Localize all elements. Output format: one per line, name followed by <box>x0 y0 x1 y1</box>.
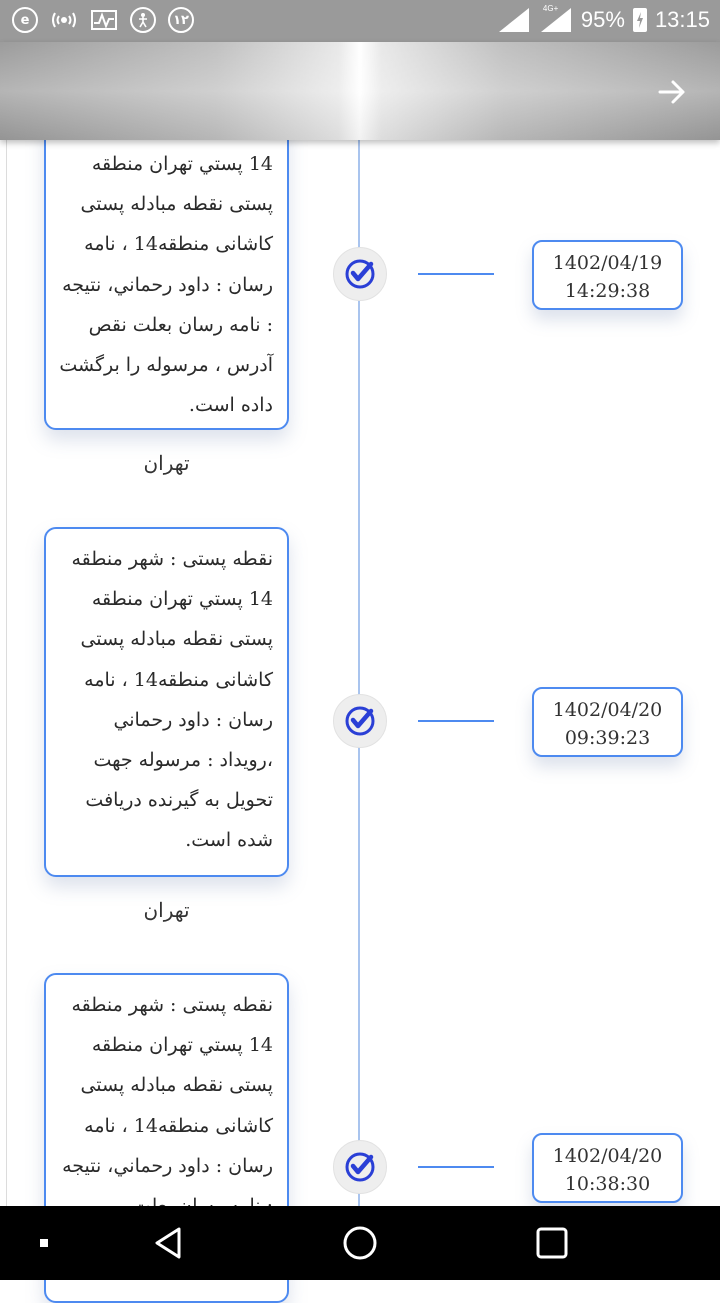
timeline-connector <box>418 273 494 275</box>
timeline-connector <box>418 720 494 722</box>
back-button[interactable] <box>652 72 692 112</box>
dot-icon <box>38 1237 50 1249</box>
event-city: تهران <box>143 898 190 922</box>
event-time: 09:39:23 <box>564 727 651 749</box>
overview-square-icon <box>535 1226 569 1260</box>
sim2-label: 2 <box>540 16 548 30</box>
check-badge-icon <box>343 1150 377 1184</box>
status-bar <box>0 0 720 42</box>
event-date: 1402/04/20 <box>552 1145 663 1167</box>
wifi-calling-icon <box>50 6 78 34</box>
app-header <box>0 42 720 140</box>
event-time: 14:29:38 <box>564 280 651 302</box>
event-datetime <box>532 687 683 757</box>
event-time: 10:38:30 <box>564 1173 651 1195</box>
notification-count-icon: ١٢ <box>168 7 194 33</box>
battery-percent: 95% <box>580 7 625 32</box>
timeline-node <box>333 247 387 301</box>
event-description: 14 پستي تهران منطقه پستی نقطه مبادله پستی کاشانی منطقه14 ، نامه رسان : داود رحماني، نتیجه : نامه رسان بعلت نقص آدرس ، مرسوله را برگشت داده است. <box>59 153 273 417</box>
event-city: تهران <box>143 451 190 475</box>
home-circle-icon <box>342 1225 378 1261</box>
event-description-card <box>44 114 289 430</box>
timeline-connector <box>418 1166 494 1168</box>
event-date: 1402/04/19 <box>552 252 663 274</box>
check-badge-icon <box>343 257 377 291</box>
event-datetime <box>532 240 683 310</box>
sim1-signal-icon <box>497 7 531 33</box>
timeline-node <box>333 694 387 748</box>
back-nav-button[interactable] <box>148 1223 188 1263</box>
activity-icon <box>90 6 118 34</box>
battery-icon <box>633 8 647 32</box>
event-description-card <box>44 527 289 877</box>
sim1-label: 1 <box>498 16 506 30</box>
system-navigation-bar <box>0 1206 720 1280</box>
back-triangle-icon <box>152 1226 184 1260</box>
clock: 13:15 <box>654 7 710 32</box>
event-description: نقطه پستی : شهر منطقه 14 پستي تهران منطقه پستی نقطه مبادله پستی کاشانی منطقه14 ، نامه رسان : داود رحماني، نتیجه <box>62 994 273 1177</box>
browser-icon: e <box>12 7 38 33</box>
event-description: نقطه پستی : شهر منطقه 14 پستي تهران منطقه پستی نقطه مبادله پستی کاشانی منطقه14 ، نامه رسان : داود رحماني ،رویداد : مرسوله جهت تحویل به گیرنده دریافت شده است. <box>71 548 273 852</box>
recents-dot-button[interactable] <box>24 1223 64 1263</box>
accessibility-icon <box>130 7 156 33</box>
check-badge-icon <box>343 704 377 738</box>
overview-nav-button[interactable] <box>532 1223 572 1263</box>
arrow-right-icon <box>652 72 692 112</box>
event-datetime <box>532 1133 683 1203</box>
content-edge <box>6 140 7 1206</box>
timeline-node <box>333 1140 387 1194</box>
home-nav-button[interactable] <box>340 1223 380 1263</box>
sim2-signal-icon <box>539 4 573 33</box>
tracking-timeline[interactable] <box>0 140 720 1206</box>
network-type: 4G+ <box>542 4 559 13</box>
event-date: 1402/04/20 <box>552 699 663 721</box>
